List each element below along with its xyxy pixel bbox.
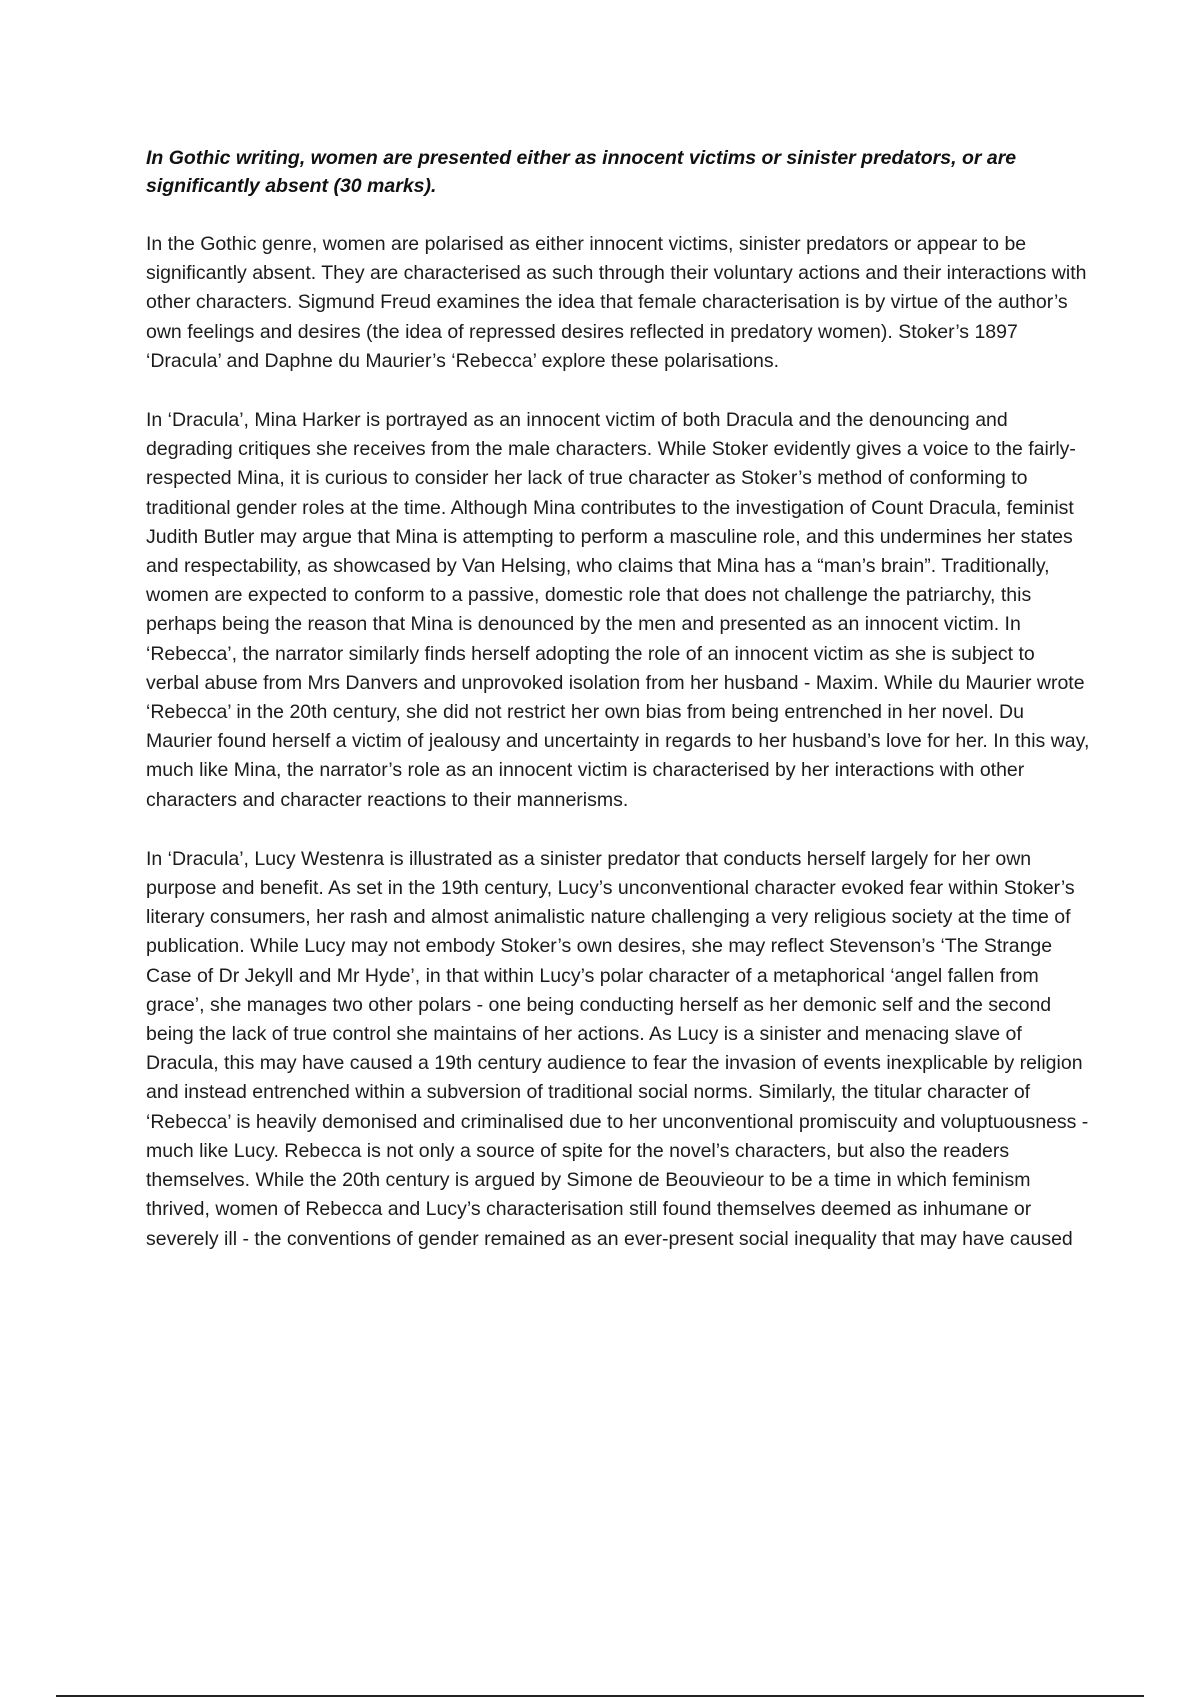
sinister-predator-paragraph: In ‘Dracula’, Lucy Westenra is illustrated as a sinister predator that conducts herself largely for her own purpose and benefit. As set in the 19th century, Lucy’s unconventional character evoked fear within Stoker’s literary consumers, her rash and almost animalistic nature challenging a very religious society at the time of publication. While Lucy may not embody Stoker’s own desires, she may reflect Stevenson’s ‘The Strange Case of Dr Jekyll and Mr Hyde’, in that within Lucy’s polar character of a metaphorical ‘angel fallen from grace’, she manages two other polars - one being conducting herself as her demonic self and the second being the lack of true control she maintains of her actions. As Lucy is a sinister and menacing slave of Dracula, this may have caused a 19th century audience to fear the invasion of events inexplicable by religion and instead entrenched within a subversion of traditional social norms. Similarly, the titular character of ‘Rebecca’ is heavily demonised and criminalised due to her unconventional promiscuity and voluptuousness - much like Lucy. Rebecca is not only a source of spite for the novel’s characters, but also the readers themselves. While the 20th century is argued by Simone de Beouvieour to be a time in which feminism thrived, women of Rebecca and Lucy’s characterisation still found themselves deemed as inhumane or severely ill - the conventions of gender remained as an ever-present social inequality that may have caused [146, 847, 1089, 1250]
introduction-paragraph: In the Gothic genre, women are polarised as either innocent victims, sinister predators or appear to be significantly absent. They are characterised as such through their voluntary actions and their interactions with other characters. Sigmund Freud examines the idea that female characterisation is by virtue of the author’s own feelings and desires (the idea of repressed desires reflected in predatory women). Stoker’s 1897 ‘Dracula’ and Daphne du Maurier’s ‘Rebecca’ explore these polarisations. [146, 233, 1087, 372]
page-bottom-divider [56, 1695, 1144, 1697]
innocent-victim-paragraph: In ‘Dracula’, Mina Harker is portrayed as an innocent victim of both Dracula and the denouncing and degrading critiques she receives from the male characters. While Stoker evidently gives a voice to the fairly-respected Mina, it is curious to consider her lack of true character as Stoker’s method of conforming to traditional gender roles at the time. Although Mina contributes to the investigation of Count Dracula, feminist Judith Butler may argue that Mina is attempting to perform a masculine role, and this undermines her states and respectability, as showcased by Van Helsing, who claims that Mina has a “man’s brain”. Traditionally, women are expected to conform to a passive, domestic role that does not challenge the patriarchy, this perhaps being the reason that Mina is denounced by the men and presented as an innocent victim. In ‘Rebecca’, the narrator similarly finds herself adopting the role of an innocent victim as she is subject to verbal abuse from Mrs Danvers and unprovoked isolation from her husband - Maxim. While du Maurier wrote ‘Rebecca’ in the 20th century, she did not restrict her own bias from being entrenched in her novel. Du Maurier found herself a victim of jealousy and uncertainty in regards to her husband’s love for her. In this way, much like Mina, the narrator’s role as an innocent victim is characterised by her interactions with other characters and character reactions to their mannerisms. [146, 409, 1090, 811]
essay-question-title: In Gothic writing, women are presented either as innocent victims or sinister predators, or are significantly absent (30 marks). [146, 147, 1017, 197]
essay-body [146, 144, 1090, 1284]
